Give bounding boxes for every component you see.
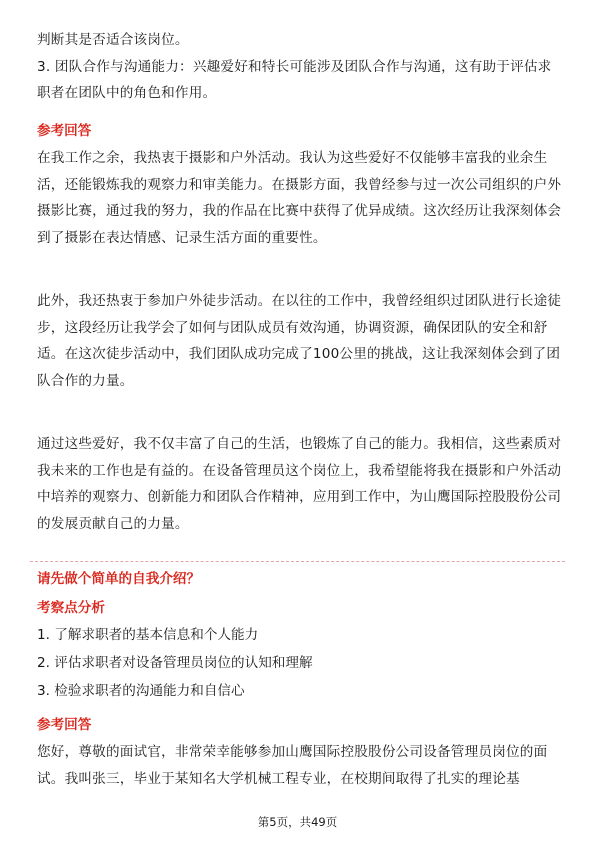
top-section: [37, 27, 562, 107]
section-divider: [30, 561, 565, 562]
answer-1-paragraph-2: [37, 288, 562, 394]
analysis-heading: 考察点分析: [37, 600, 105, 616]
answer-2-text: [37, 739, 562, 792]
answer-paragraph: 此外，我还热衷于参加户外徒步活动。在以往的工作中，我曾经组织过团队进行长途徒步，这段经历让我学会了如何与团队成员有效沟通，协调资源，确保团队的安全和舒适。在这次徒步活动中，我们团队成功完成了100公里的挑战，这让我深刻体会到了团队合作的力量。: [37, 293, 562, 389]
answer-paragraph: 通过这些爱好，我不仅丰富了自己的生活，也锻炼了自己的能力。我相信，这些素质对我未来的工作也是有益的。在设备管理员这个岗位上，我希望能将我在摄影和户外活动中培养的观察力、创新能力和团队合作精神，应用到工作中，为山鹰国际控股股份公司的发展贡献自己的力量。: [37, 436, 562, 532]
page-number: 第5页，共49页: [257, 815, 338, 829]
answer-2-heading-block: [37, 714, 562, 736]
list-item: 1. 了解求职者的基本信息和个人能力: [37, 627, 259, 643]
answer-1-heading-block: [37, 120, 562, 142]
answer-1-paragraph-3: [37, 431, 562, 537]
answer-paragraph: 您好，尊敬的面试官，非常荣幸能够参加山鹰国际控股股份公司设备管理员岗位的面试。我叫张三，毕业于某知名大学机械工程专业，在校期间取得了扎实的理论基: [37, 744, 548, 787]
answer-1-paragraph-1: [37, 145, 562, 251]
analysis-heading-block: [37, 597, 562, 619]
analysis-points: [37, 624, 562, 702]
answer-paragraph: 在我工作之余，我热衷于摄影和户外活动。我认为这些爱好不仅能够丰富我的业余生活，还能锻炼我的观察力和审美能力。在摄影方面，我曾经参与过一次公司组织的户外摄影比赛，通过我的努力，我的作品在比赛中获得了优异成绩。这次经历让我深刻体会到了摄影在表达情感、记录生活方面的重要性。: [37, 150, 562, 246]
continuation-line: 判断其是否适合该岗位。: [37, 32, 189, 48]
point-3: 3. 团队合作与沟通能力：兴趣爱好和特长可能涉及团队合作与沟通，这有助于评估求职者在团队中的角色和作用。: [37, 58, 552, 101]
answer-heading: 参考回答: [37, 717, 92, 733]
question-2-title-block: [37, 568, 562, 590]
list-item: 3. 检验求职者的沟通能力和自信心: [37, 683, 245, 699]
list-item: 2. 评估求职者对设备管理员岗位的认知和理解: [37, 655, 313, 671]
question-title: 请先做个简单的自我介绍？: [37, 571, 201, 587]
answer-heading: 参考回答: [37, 123, 92, 139]
